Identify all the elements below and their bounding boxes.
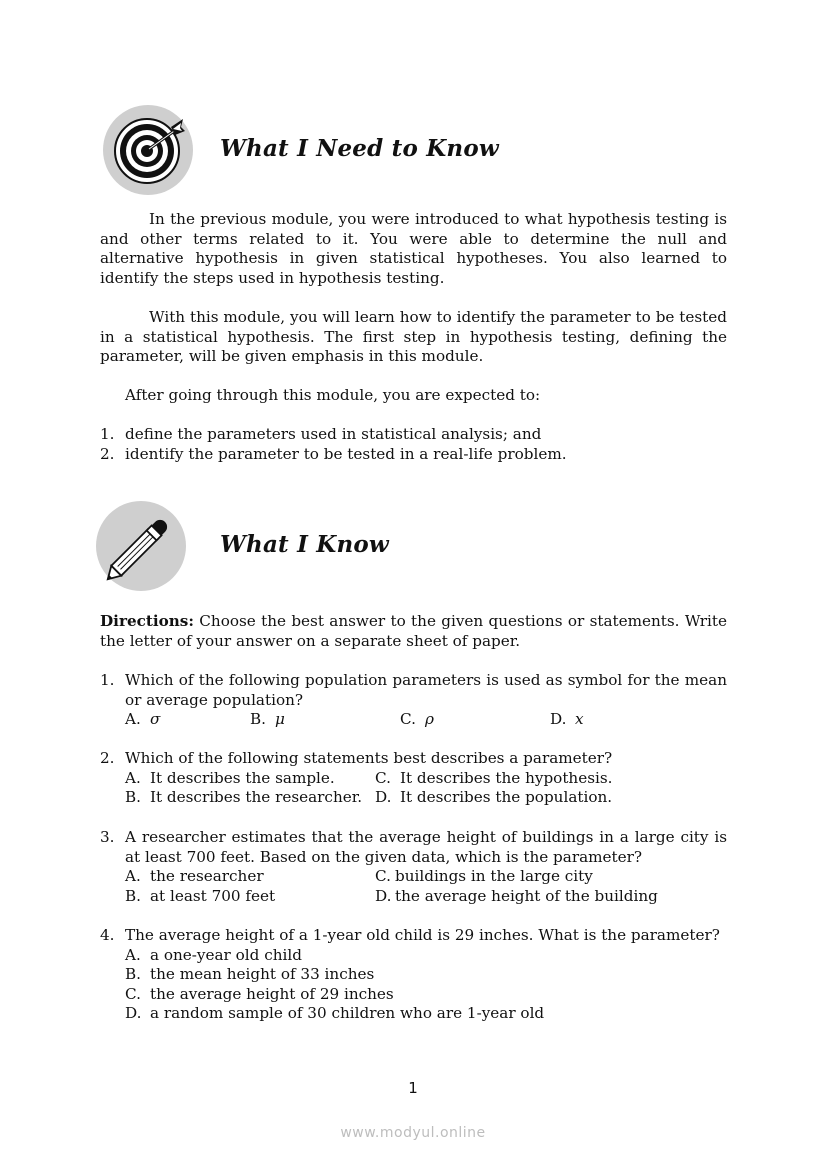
- objective-number: 1.: [100, 425, 115, 443]
- option-b: B. at least 700 feet: [125, 886, 276, 905]
- question-number: 1.: [100, 671, 115, 689]
- question-number: 4.: [100, 926, 115, 944]
- objective-item: [100, 445, 727, 465]
- option-d: D. a random sample of 30 children who are 1-year old: [125, 1004, 545, 1023]
- question-stem: [100, 749, 727, 769]
- objective-text: define the parameters used in statistical analysis; and: [125, 425, 542, 443]
- x-symbol: x: [575, 710, 584, 729]
- question-stem: [100, 671, 727, 710]
- question-3: [100, 828, 727, 906]
- question-text: The average height of a 1-year old child is 29 inches. What is the parameter?: [125, 926, 720, 944]
- objective-item: [100, 425, 727, 445]
- option-b: B. μ: [250, 710, 285, 729]
- pencil-icon-badge: [96, 501, 186, 591]
- question-1: [100, 671, 727, 730]
- option-b: B. the mean height of 33 inches: [125, 965, 375, 984]
- objective-number: 2.: [100, 444, 115, 463]
- objective-text: identify the parameter to be tested in a real-life problem.: [125, 444, 567, 463]
- option-c: C. buildings in the large city: [375, 867, 593, 886]
- question-text: A researcher estimates that the average height of buildings in a large city is at least 700 feet. Based on the given data, which is the parameter?: [125, 828, 727, 866]
- options: [125, 769, 727, 808]
- pencil-icon: [96, 501, 186, 591]
- options: [125, 710, 727, 730]
- section-heading-what-i-know: What I Know: [220, 531, 389, 558]
- paragraph-previous-module: In the previous module, you were introduced to what hypothesis testing is and other terms related to it. You were able to determine the null and alternative hypothesis in given statistical hypotheses. You also learned to identify the steps used in hypothesis testing.: [100, 210, 727, 287]
- directions: [100, 612, 727, 651]
- question-number: 3.: [100, 828, 115, 846]
- option-c: C. It describes the hypothesis.: [375, 768, 613, 787]
- option-d: D. x: [550, 710, 584, 729]
- option-a: A. σ: [125, 710, 161, 729]
- intro-text: [100, 210, 727, 367]
- option-c: C. ρ: [400, 710, 434, 729]
- watermark: www.modyul.online: [340, 1125, 486, 1141]
- sigma-symbol: σ: [150, 710, 161, 729]
- question-text: Which of the following statements best describes a parameter?: [125, 749, 613, 767]
- option-a: A. a one-year old child: [125, 945, 302, 964]
- option-c: C. the average height of 29 inches: [125, 984, 394, 1003]
- question-text: Which of the following population parameters is used as symbol for the mean or average population?: [125, 671, 727, 709]
- target-icon-badge: [103, 105, 193, 195]
- option-d: D. It describes the population.: [375, 788, 613, 807]
- option-d: D. the average height of the building: [375, 886, 658, 905]
- objectives-intro: After going through this module, you are expected to:: [125, 386, 541, 404]
- question-number: 2.: [100, 749, 115, 767]
- question-stem: [100, 828, 727, 867]
- section-heading-what-i-need-to-know: What I Need to Know: [220, 135, 499, 162]
- objectives-list: [100, 425, 727, 464]
- option-a: A. It describes the sample.: [125, 768, 335, 787]
- mu-symbol: μ: [275, 710, 285, 729]
- question-4: [100, 926, 727, 1024]
- question-stem: [100, 926, 727, 946]
- rho-symbol: ρ: [425, 710, 434, 729]
- options: [125, 946, 727, 1024]
- option-b: B. It describes the researcher.: [125, 788, 363, 807]
- option-a: A. the researcher: [125, 867, 264, 886]
- question-2: [100, 749, 727, 808]
- directions-text: Choose the best answer to the given questions or statements. Write the letter of your answer on a separate sheet of paper.: [100, 612, 727, 650]
- page-number: 1: [408, 1079, 418, 1097]
- paragraph-this-module: With this module, you will learn how to identify the parameter to be tested in a statistical hypothesis. The first step in hypothesis testing, defining the parameter, will be given emphasis in this module.: [100, 307, 727, 366]
- directions-label: Directions:: [100, 612, 194, 630]
- options: [125, 867, 727, 906]
- target-bullseye-icon: [103, 105, 193, 195]
